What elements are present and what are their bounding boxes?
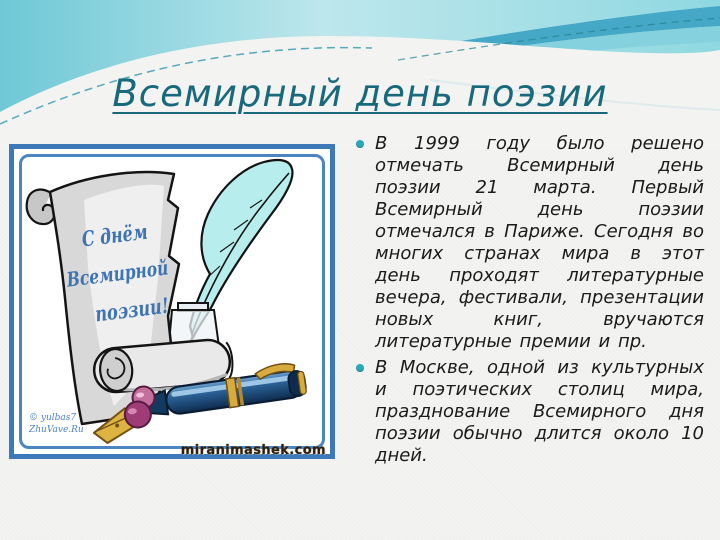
bullet-marker-icon <box>356 364 364 372</box>
scroll-text-line-2: Всемирной <box>65 251 200 292</box>
artist-signature <box>28 413 84 435</box>
scroll-text-line-3: поэзии! <box>93 289 192 327</box>
bullet-text: В Москве, одной из культурных и поэтических столиц мира, празднование Всемирного дня поэзии обычно длится около 10 дней. <box>375 357 704 466</box>
bullet-item <box>356 133 704 353</box>
poetry-clipart <box>22 157 322 446</box>
watermark: miranimashek.com <box>180 443 326 458</box>
poetry-day-picture-frame <box>9 144 335 459</box>
bullet-item <box>356 357 704 467</box>
scroll-text-line-1: С днём <box>80 216 171 252</box>
bullet-list <box>356 133 704 471</box>
signature-line-1: © yulbas7 <box>29 413 77 423</box>
poetry-day-picture <box>19 154 325 449</box>
slide-title: Всемирный день поэзии <box>112 72 608 115</box>
bullet-marker-icon <box>356 140 364 148</box>
bullet-text: В 1999 году было решено отмечать Всемирный день поэзии 21 марта. Первый Всемирный день поэзии отмечался в Париже. Сегодня во многих странах мира в этот день проходят литературные вечера, фестивали, презентации новых книг, вручаются литературные премии и пр. <box>375 133 704 352</box>
signature-line-2: ZhuVave.Ru <box>29 425 84 435</box>
